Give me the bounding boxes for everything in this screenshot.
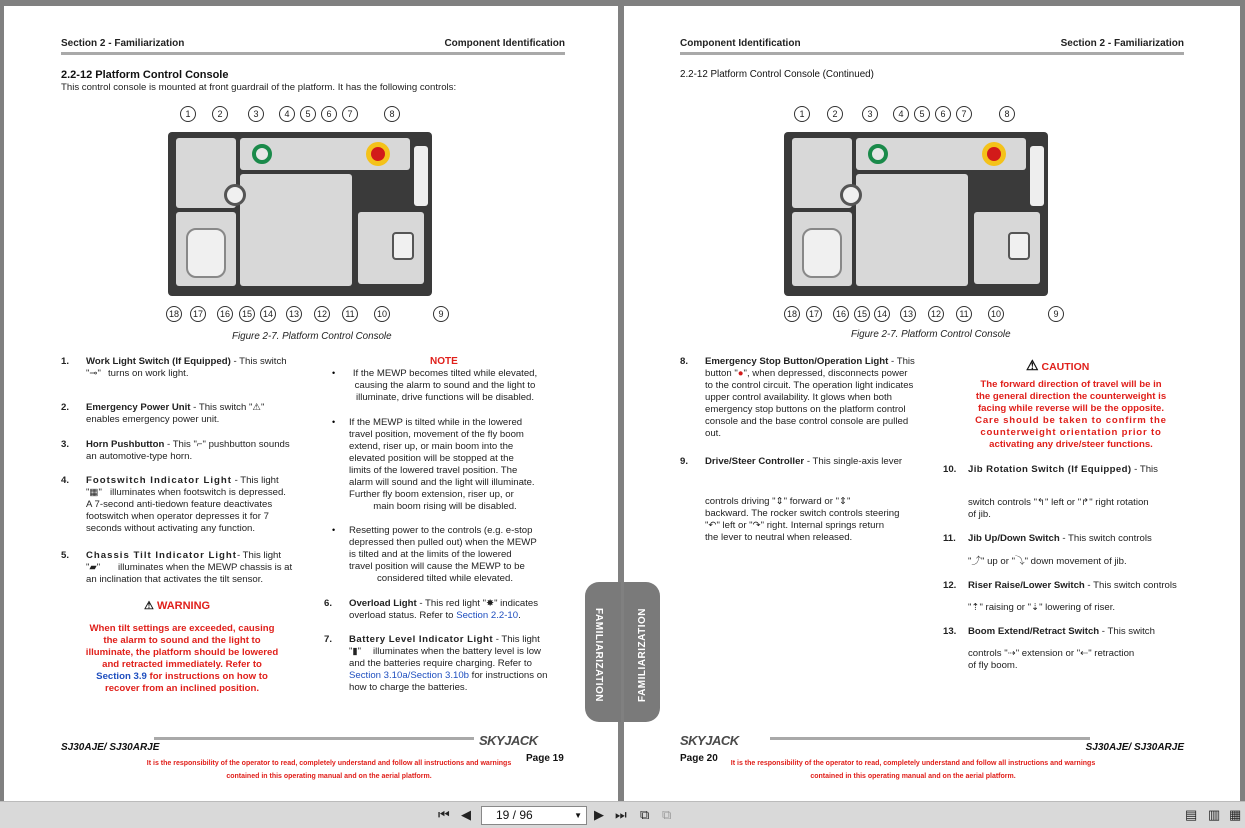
callout-10: 10 [988,306,1004,322]
drive-controller-icon [392,232,414,260]
callout-12: 12 [314,306,330,322]
callout-3: 3 [248,106,264,122]
key-switch-icon [840,184,862,206]
item-riser: Riser Raise/Lower Switch - This switch controls [968,580,1177,591]
callout-18: 18 [784,306,800,322]
callout-5: 5 [300,106,316,122]
item-number: 8. [680,356,689,367]
console-body [784,132,1048,296]
item-emergency-power: Emergency Power Unit - This switch "⚠" enables emergency power unit. [86,402,265,425]
item-number: 7. [324,634,333,645]
section-title: 2.2-12 Platform Control Console (Continued) [680,69,874,80]
page-selector[interactable]: 19 / 96 ▼ [481,806,587,825]
header-component: Component Identification [444,38,565,49]
figure-caption: Figure 2-7. Platform Control Console [232,331,392,342]
continuous-view-icon[interactable]: ▥ [1208,807,1221,822]
callout-7: 7 [342,106,358,122]
skyjack-logo: SKYJACK [680,733,739,748]
pdf-toolbar [0,801,1245,828]
first-page-icon[interactable]: ⏮ [438,807,450,822]
item-number: 9. [680,456,689,467]
section-title: 2.2-12 Platform Control Console [61,69,229,81]
callout-14: 14 [874,306,890,322]
figure-caption: Figure 2-7. Platform Control Console [851,329,1011,340]
callout-13: 13 [900,306,916,322]
console-body [168,132,432,296]
item-work-light: Work Light Switch (If Equipped) - This switch "⊸" turns on work light. [86,356,287,379]
item-number: 3. [61,439,70,450]
overload-link[interactable]: Section 2.2-10 [456,610,519,621]
callout-9: 9 [433,306,449,322]
callout-11: 11 [956,306,972,322]
item-number: 4. [61,475,70,486]
item-number: 12. [943,580,957,591]
estop-button-icon [982,142,1006,166]
go-back-icon[interactable]: ⧉ [640,807,650,822]
joystick-icon [802,228,842,278]
item-battery: Battery Level Indicator Light - This light "▮" illuminates when the battery level is low and the batteries require charging. Refer to Section 3.10a/Section 3.10b for instructions on how to charge the batteries. [349,634,548,693]
callout-1: 1 [794,106,810,122]
callout-6: 6 [935,106,951,122]
single-page-view-icon[interactable]: ▤ [1185,807,1198,822]
item-jib-rotation: Jib Rotation Switch (If Equipped) - This [968,464,1158,475]
joystick-icon [186,228,226,278]
footer-notice: It is the responsibility of the operator to read, completely understand and follow all instructions and warnings contained in this operating manual and on the aerial platform. [146,760,512,780]
header-rule [61,52,565,55]
callout-8: 8 [384,106,400,122]
model-label: SJ30AJE/ SJ30ARJE [61,742,160,753]
footer-rule [154,737,474,740]
item-footswitch: Footswitch Indicator Light - This light "▦" illuminates when footswitch is depressed. A 7-second anti-tiedown feature deactivates footswitch when operator depresses it for 7 seconds without activating any function. [86,475,286,534]
section-intro: This control console is mounted at front guardrail of the platform. It has the following controls: [61,82,457,93]
callout-3: 3 [862,106,878,122]
item-jib-up-down: Jib Up/Down Switch - This switch controls [968,533,1152,544]
note-heading: NOTE [430,356,458,367]
warning-heading: ⚠ WARNING [144,600,211,612]
battery-link[interactable]: Section 3.10a/Section 3.10b [349,670,470,681]
callout-9: 9 [1048,306,1064,322]
key-switch-icon [224,184,246,206]
horn-button-icon [252,144,272,164]
estop-button-icon [366,142,390,166]
next-page-icon[interactable]: ▶ [594,807,604,822]
note-bullet-1: If the MEWP becomes tilted while elevated, causing the alarm to sound and the light to illuminate, drive functions will be disabled. [352,368,538,403]
item-number: 6. [324,598,333,609]
callout-14: 14 [260,306,276,322]
familiarization-tab: FAMILIARIZATION FAMILIARIZATION [585,582,660,722]
callout-7: 7 [956,106,972,122]
skyjack-logo: SKYJACK [479,733,538,748]
callout-16: 16 [833,306,849,322]
callout-17: 17 [806,306,822,322]
callout-2: 2 [827,106,843,122]
warning-link[interactable]: Section 3.9 [96,671,147,682]
callout-15: 15 [854,306,870,322]
go-forward-icon[interactable]: ⧉ [662,807,672,822]
callout-5: 5 [914,106,930,122]
caution-text: The forward direction of travel will be in the general direction the counterweight is facing while reverse will be the opposite. Care should be taken to confirm the counterweight orientation prior to activating any drive/steer functions. [975,379,1167,450]
page-number: Page 20 [680,753,718,764]
item-drive-steer-body: controls driving "⇕" forward or "⇕" backward. The rocker switch controls steering "↶" left or "↷" right. Internal springs return the lever to neutral when released. [705,496,900,543]
previous-page-icon[interactable]: ◀ [461,807,471,822]
header-section: Section 2 - Familiarization [61,38,185,49]
right-page: Component Identification Section 2 - Familiarization 2.2-12 Platform Control Console (Continued) 1 2 3 4 5 6 7 8 18 17 16 15 14 13 12 11 10 9 Figure 2-7. Platform Control Console 8. Emergency Stop Button/Operation Light - This button "●", when depressed, disconnects power to the control circuit. The operation light indicates upper control availability. It glows when both emergency stop buttons on the platform control console and the base control console are pulled out. 9. Drive/Steer Controller - This single-axis lever controls driving "⇕" forward or "⇕" backward. The rocker switch controls steering "↶" left or "↷" right. Internal springs return the lever to neutral when released. ⚠ CAUTION The forward direction of travel will be in the general direction the counterweight is facing while reverse will be the opposite. Care should be taken to confirm the counterweight orientation prior to activating any drive/steer functions. 10. Jib Rotation Switch (If Equipped) - This switch controls "↰" left or "↱" right rotation of jib. 11. Jib Up/Down Switch - This switch controls "⤴" up or "⤵" down movement of jib. 12. Riser Raise/Lower Switch - This switch controls "⇡" raising or "⇣" lowering of riser. 13. Boom Extend/Retract Switch - This switch controls "⇢" extension or "⇠" retraction of fly boom. SKYJACK SJ30AJE/ SJ30ARJE Page 20 It is the responsibility of the operator to read, completely understand and follow all instructions and warnings contained in this operating manual and on the aerial platform. [624,6,1240,801]
callout-4: 4 [279,106,295,122]
drive-controller-icon [1008,232,1030,260]
callout-2: 2 [212,106,228,122]
footer-notice: It is the responsibility of the operator to read, completely understand and follow all instructions and warnings contained in this operating manual and on the aerial platform. [730,760,1096,780]
item-number: 10. [943,464,957,475]
callout-8: 8 [999,106,1015,122]
note-bullet-2: If the MEWP is tilted while in the lowered travel position, movement of the fly boom extend, riser up, or main boom into the elevated position will be stopped at the limits of the lowered travel position. The alarm will sound and the light will illuminate. Further fly boom extension, riser up, or main boom rising will be disabled. [349,417,535,512]
caution-heading: ⚠ CAUTION [1026,357,1090,373]
item-chassis-tilt: Chassis Tilt Indicator Light- This light "▰" illuminates when the MEWP chassis is at an inclination that activates the tilt sensor. [86,550,293,585]
callout-4: 4 [893,106,909,122]
item-overload: Overload Light - This red light "✸" indicates overload status. Refer to Section 2.2-10. [349,598,539,621]
item-emergency-stop: Emergency Stop Button/Operation Light - This button "●", when depressed, disconnects power to the control circuit. The operation light indicates upper control availability. It glows when both emergency stop buttons on the platform control console and the base control console are pulled out. [705,356,915,439]
callout-11: 11 [342,306,358,322]
item-number: 11. [943,533,956,544]
platform-control-console-diagram [164,106,454,326]
callout-12: 12 [928,306,944,322]
horn-button-icon [868,144,888,164]
facing-pages-view-icon[interactable]: ▦ [1229,807,1242,822]
callout-1: 1 [180,106,196,122]
callout-15: 15 [239,306,255,322]
callout-18: 18 [166,306,182,322]
item-drive-steer: Drive/Steer Controller - This single-axis lever [705,456,903,467]
header-section: Section 2 - Familiarization [1060,38,1184,49]
page-number: Page 19 [526,753,564,764]
header-component: Component Identification [680,38,801,49]
model-label: SJ30AJE/ SJ30ARJE [1085,742,1184,753]
item-number: 2. [61,402,70,413]
item-number: 1. [61,356,70,367]
callout-10: 10 [374,306,390,322]
callout-13: 13 [286,306,302,322]
item-boom-extend: Boom Extend/Retract Switch - This switch [968,626,1155,637]
note-bullet-3: Resetting power to the controls (e.g. e-stop depressed then pulled out) when the MEWP is tilted and at the limits of the lowered travel position will cause the MEWP to be considered tilted while elevated. [349,525,537,584]
item-number: 5. [61,550,70,561]
item-horn: Horn Pushbutton - This "⌐" pushbutton sounds an automotive-type horn. [86,439,290,462]
footer-rule [770,737,1090,740]
item-number: 13. [943,626,957,637]
callout-6: 6 [321,106,337,122]
header-rule [680,52,1184,55]
callout-16: 16 [217,306,233,322]
warning-text: When tilt settings are exceeded, causing the alarm to sound and the light to illuminate, the platform should be lowered and retracted immediately. Refer to Section 3.9 for instructions on how to recover from an inclined position. [85,623,279,694]
platform-control-console-diagram [782,106,1072,326]
callout-17: 17 [190,306,206,322]
left-page: Section 2 - Familiarization Component Identification 2.2-12 Platform Control Console This control console is mounted at front guardrail of the platform. It has the following controls: 1 2 3 4 5 6 7 8 18 17 16 15 14 13 12 11 10 9 Figure 2-7. Platform Control Console 1. Work Light Switch (If Equipped) - This switch "⊸" turns on work light. 2. Emergency Power Unit - This switch "⚠" enables emergency power unit. 3. Horn Pushbutton - This "⌐" pushbutton sounds an automotive-type horn. 4. Footswitch Indicator Light - This light "▦" illuminates when footswitch is depressed. A 7-second anti-tiedown feature deactivates footswitch when operator depresses it for 7 seconds without activating any function. 5. Chassis Tilt Indicator Light- This light "▰" illuminates when the MEWP chassis is at an inclination that activates the tilt sensor. ⚠ WARNING When tilt settings are exceeded, causing the alarm to sound and the light to illuminate, the platform should be lowered and retracted immediately. Refer to Section 3.9 for instructions on how to recover from an inclined position. NOTE • If the MEWP becomes tilted while elevated, causing the alarm to sound and the light to illuminate, drive functions will be disabled. • If the MEWP is tilted while in the lowered travel position, movement of the fly boom extend, riser up, or main boom into the elevated position will be stopped at the limits of the lowered travel position. The alarm will sound and the light will illuminate. Further fly boom extension, riser up, or main boom rising will be disabled. • Resetting power to the controls (e.g. e-stop depressed then pulled out) when the MEWP is tilted and at the limits of the lowered travel position will cause the MEWP to be considered tilted while elevated. 6. Overload Light - This red light "✸" indicates overload status. Refer to Section 2.2-10. 7. Battery Level Indicator Light - This light "▮" illuminates when the battery level is low and the batteries require charging. Refer to Section 3.10a/Section 3.10b for instructions on how to charge the batteries. SJ30AJE/ SJ30ARJE SKYJACK It is the responsibility of the operator to read, completely understand and follow all instructions and warnings contained in this operating manual and on the aerial platform. Page 19 [4,6,618,801]
last-page-icon[interactable]: ⏭ [615,807,627,822]
